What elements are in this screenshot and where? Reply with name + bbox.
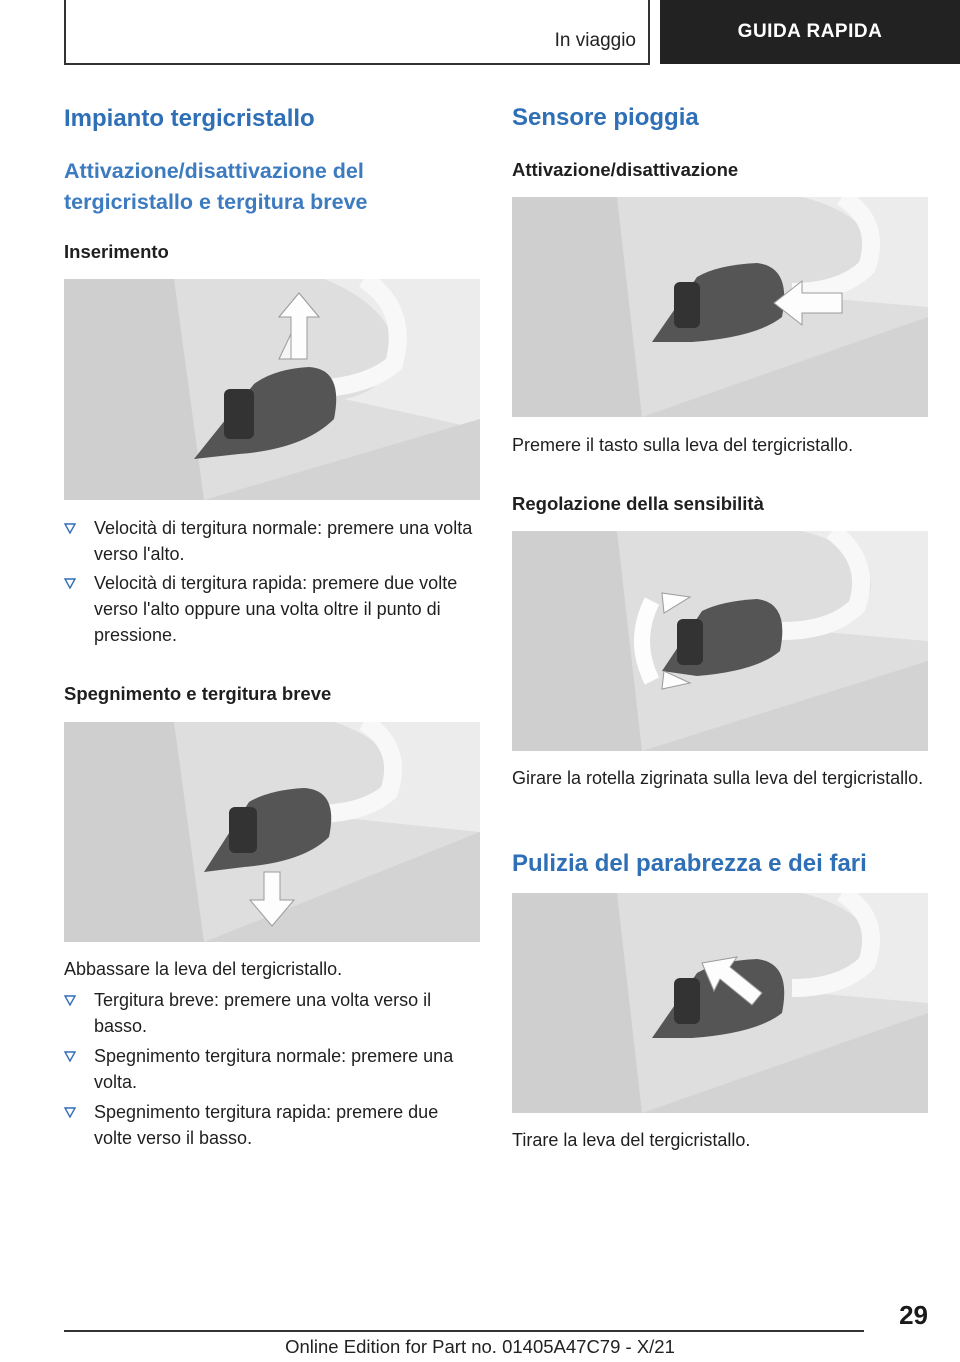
cleaning-text: Tirare la leva del tergicristallo.: [512, 1130, 751, 1150]
insert-bullet-1: Velocità di tergitura normale: premere una volta verso l'alto.: [64, 515, 480, 567]
triangle-bullet-icon: [64, 1099, 94, 1151]
header-separator: [648, 0, 650, 64]
wiper-subtitle: Attivazione/disattivazione del tergicristallo e tergitura breve: [64, 159, 368, 214]
off-text: Abbassare la leva del tergicristallo.: [64, 959, 343, 979]
header-bottom-border: [64, 63, 650, 65]
section-label: In viaggio: [554, 30, 636, 51]
cleaning-title: Pulizia del parabrezza e dei fari: [512, 850, 867, 877]
sensitivity-text: Girare la rotella zigrinata sulla leva del tergicristallo.: [512, 768, 924, 788]
wiper-title: Impianto tergicristallo: [64, 105, 315, 132]
rain-sensor-button-figure: [512, 197, 928, 417]
toggle-heading: Attivazione/disattivazione: [512, 159, 739, 180]
header-left-border: [64, 0, 66, 64]
edition-footer: Online Edition for Part no. 01405A47C79 - X/21: [285, 1336, 675, 1357]
off-bullet-2: Spegnimento tergitura normale: premere una volta.: [64, 1043, 480, 1095]
wiper-lever-down-figure: [64, 722, 480, 942]
triangle-bullet-icon: [64, 570, 94, 648]
wiper-lever-up-figure: [64, 279, 480, 500]
chapter-tab: GUIDA RAPIDA: [660, 0, 960, 64]
rain-sensor-title: Sensore pioggia: [512, 104, 699, 131]
insert-heading: Inserimento: [64, 241, 169, 262]
sensitivity-heading: Regolazione della sensibilità: [512, 493, 764, 514]
wiper-pull-figure: [512, 893, 928, 1113]
footer-rule: [64, 1330, 864, 1332]
off-heading: Spegnimento e tergitura breve: [64, 683, 332, 704]
insert-bullet-2: Velocità di tergitura rapida: premere due volte verso l'alto oppure una volta oltre il punto di pressione.: [64, 570, 480, 648]
knurled-wheel-figure: [512, 531, 928, 751]
triangle-bullet-icon: [64, 987, 94, 1039]
toggle-text: Premere il tasto sulla leva del tergicristallo.: [512, 435, 854, 455]
off-bullet-3: Spegnimento tergitura rapida: premere due volte verso il basso.: [64, 1099, 480, 1151]
triangle-bullet-icon: [64, 1043, 94, 1095]
triangle-bullet-icon: [64, 515, 94, 567]
off-bullet-1: Tergitura breve: premere una volta verso il basso.: [64, 987, 480, 1039]
page-number: 29: [899, 1300, 928, 1330]
